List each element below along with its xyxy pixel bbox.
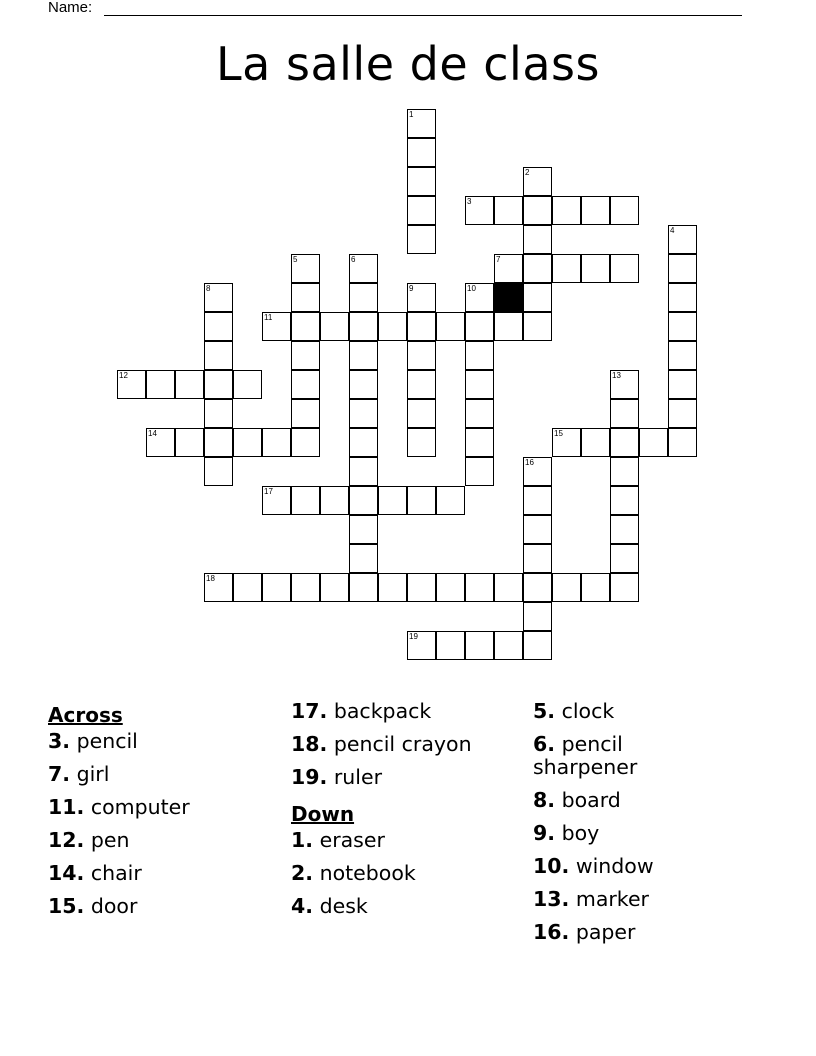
grid-cell[interactable] — [552, 428, 581, 457]
grid-cell[interactable] — [668, 341, 697, 370]
grid-cell[interactable] — [204, 399, 233, 428]
grid-cell[interactable] — [494, 573, 523, 602]
clue-item-number: 5. — [533, 699, 556, 723]
grid-cell[interactable] — [407, 370, 436, 399]
grid-cell[interactable] — [117, 370, 146, 399]
clues-column-2 — [291, 700, 531, 928]
grid-cell[interactable] — [407, 486, 436, 515]
clue-item-text: eraser — [313, 828, 385, 852]
grid-cell[interactable] — [291, 573, 320, 602]
grid-cell[interactable] — [610, 457, 639, 486]
clue-item-number: 14. — [48, 861, 85, 885]
grid-cell[interactable] — [552, 196, 581, 225]
grid-cell[interactable] — [436, 573, 465, 602]
grid-cell[interactable] — [349, 428, 378, 457]
clue-item-text: desk — [313, 894, 368, 918]
grid-cell[interactable] — [349, 457, 378, 486]
grid-cell[interactable] — [610, 428, 639, 457]
grid-cell[interactable] — [204, 283, 233, 312]
clue-item-number: 16. — [533, 920, 570, 944]
grid-cell[interactable] — [668, 399, 697, 428]
grid-cell[interactable] — [407, 341, 436, 370]
clue-item-text: window — [569, 854, 654, 878]
clue-number: 13 — [612, 371, 621, 380]
clue-item — [291, 862, 531, 885]
grid-cell[interactable] — [204, 457, 233, 486]
grid-cell[interactable] — [610, 370, 639, 399]
clue-item — [48, 829, 288, 852]
name-label: Name: — [48, 0, 93, 16]
grid-cell[interactable] — [465, 573, 494, 602]
grid-cell[interactable] — [204, 370, 233, 399]
clue-item — [533, 733, 683, 779]
clue-item-text: ruler — [327, 765, 383, 789]
grid-cell[interactable] — [204, 428, 233, 457]
clue-item-number: 19. — [291, 765, 328, 789]
grid-cell[interactable] — [291, 399, 320, 428]
clue-item-number: 18. — [291, 732, 328, 756]
grid-cell[interactable] — [407, 196, 436, 225]
clue-number: 5 — [293, 255, 298, 264]
grid-cell[interactable] — [668, 225, 697, 254]
grid-cell[interactable] — [523, 573, 552, 602]
grid-block-cell — [494, 283, 523, 312]
grid-cell[interactable] — [465, 283, 494, 312]
grid-cell[interactable] — [204, 312, 233, 341]
grid-cell[interactable] — [378, 486, 407, 515]
page-title: La salle de class — [216, 37, 600, 91]
clues-column-3 — [533, 700, 683, 954]
grid-cell[interactable] — [407, 573, 436, 602]
clue-item — [533, 855, 683, 878]
grid-cell[interactable] — [610, 486, 639, 515]
grid-cell[interactable] — [233, 573, 262, 602]
clue-item — [291, 700, 531, 723]
grid-cell[interactable] — [378, 573, 407, 602]
grid-cell[interactable] — [204, 573, 233, 602]
grid-cell[interactable] — [523, 544, 552, 573]
grid-cell[interactable] — [291, 486, 320, 515]
grid-cell[interactable] — [407, 312, 436, 341]
clue-item-text: door — [84, 894, 138, 918]
grid-cell[interactable] — [320, 312, 349, 341]
grid-cell[interactable] — [349, 515, 378, 544]
grid-cell[interactable] — [436, 312, 465, 341]
grid-cell[interactable] — [581, 196, 610, 225]
grid-cell[interactable] — [407, 399, 436, 428]
grid-cell[interactable] — [349, 486, 378, 515]
grid-cell[interactable] — [436, 486, 465, 515]
clue-item-text: board — [555, 788, 621, 812]
grid-cell[interactable] — [407, 631, 436, 660]
grid-cell[interactable] — [668, 370, 697, 399]
clue-item — [533, 789, 683, 812]
grid-cell[interactable] — [291, 312, 320, 341]
clue-number: 19 — [409, 632, 418, 641]
clue-number: 10 — [467, 284, 476, 293]
clue-item-number: 4. — [291, 894, 314, 918]
clue-item-number: 13. — [533, 887, 570, 911]
clue-item-text: pen — [84, 828, 130, 852]
grid-cell[interactable] — [668, 254, 697, 283]
grid-cell[interactable] — [146, 370, 175, 399]
grid-cell[interactable] — [465, 370, 494, 399]
grid-cell[interactable] — [610, 544, 639, 573]
grid-cell[interactable] — [465, 457, 494, 486]
grid-cell[interactable] — [668, 312, 697, 341]
clue-item — [533, 921, 683, 944]
grid-cell[interactable] — [233, 428, 262, 457]
clue-number: 18 — [206, 574, 215, 583]
grid-cell[interactable] — [175, 370, 204, 399]
clue-item — [48, 862, 288, 885]
grid-cell[interactable] — [552, 254, 581, 283]
clue-item-number: 2. — [291, 861, 314, 885]
grid-cell[interactable] — [465, 341, 494, 370]
grid-cell[interactable] — [610, 196, 639, 225]
grid-cell[interactable] — [262, 486, 291, 515]
clue-heading-down: Down — [291, 802, 355, 826]
clue-number: 17 — [264, 487, 273, 496]
grid-cell[interactable] — [349, 283, 378, 312]
grid-cell[interactable] — [407, 167, 436, 196]
clue-number: 16 — [525, 458, 534, 467]
clue-item — [533, 700, 683, 723]
grid-cell[interactable] — [291, 283, 320, 312]
clue-number: 9 — [409, 284, 414, 293]
grid-cell[interactable] — [610, 573, 639, 602]
grid-cell[interactable] — [465, 399, 494, 428]
grid-cell[interactable] — [320, 573, 349, 602]
clue-item — [48, 895, 288, 918]
grid-cell[interactable] — [523, 196, 552, 225]
grid-cell[interactable] — [320, 486, 349, 515]
clue-item — [291, 829, 531, 852]
grid-cell[interactable] — [291, 428, 320, 457]
grid-cell[interactable] — [436, 631, 465, 660]
grid-cell[interactable] — [175, 428, 204, 457]
grid-cell[interactable] — [639, 428, 668, 457]
grid-cell[interactable] — [465, 631, 494, 660]
grid-cell[interactable] — [523, 283, 552, 312]
grid-cell[interactable] — [610, 254, 639, 283]
grid-cell[interactable] — [262, 428, 291, 457]
grid-cell[interactable] — [349, 399, 378, 428]
clue-item-text: clock — [555, 699, 615, 723]
clue-item — [533, 822, 683, 845]
grid-cell[interactable] — [262, 312, 291, 341]
clue-item-number: 8. — [533, 788, 556, 812]
grid-cell[interactable] — [494, 254, 523, 283]
clue-item-number: 6. — [533, 732, 556, 756]
clue-item — [291, 766, 531, 789]
grid-cell[interactable] — [494, 196, 523, 225]
grid-cell[interactable] — [494, 631, 523, 660]
clue-item-number: 12. — [48, 828, 85, 852]
grid-cell[interactable] — [407, 109, 436, 138]
grid-cell[interactable] — [291, 341, 320, 370]
clue-item — [48, 796, 288, 819]
grid-cell[interactable] — [349, 370, 378, 399]
clue-number: 12 — [119, 371, 128, 380]
grid-cell[interactable] — [349, 573, 378, 602]
clue-item-text: girl — [70, 762, 110, 786]
grid-cell[interactable] — [581, 254, 610, 283]
grid-cell[interactable] — [668, 428, 697, 457]
clue-number: 1 — [409, 110, 414, 119]
grid-cell[interactable] — [523, 167, 552, 196]
clue-item-number: 7. — [48, 762, 71, 786]
clue-item-text: notebook — [313, 861, 416, 885]
grid-cell[interactable] — [523, 225, 552, 254]
grid-cell[interactable] — [291, 254, 320, 283]
grid-cell[interactable] — [146, 428, 175, 457]
clue-item-text: computer — [84, 795, 190, 819]
clue-number: 7 — [496, 255, 501, 264]
clue-number: 15 — [554, 429, 563, 438]
clue-heading-across: Across — [48, 703, 123, 727]
clue-number: 8 — [206, 284, 211, 293]
grid-cell[interactable] — [407, 138, 436, 167]
grid-cell[interactable] — [349, 312, 378, 341]
clue-number: 2 — [525, 168, 530, 177]
grid-cell[interactable] — [610, 399, 639, 428]
clue-item — [533, 888, 683, 911]
clue-item-number: 15. — [48, 894, 85, 918]
grid-cell[interactable] — [465, 312, 494, 341]
grid-cell[interactable] — [610, 515, 639, 544]
clues-column-1 — [48, 700, 288, 928]
grid-cell[interactable] — [349, 341, 378, 370]
grid-cell[interactable] — [407, 283, 436, 312]
clue-item-text: backpack — [327, 699, 432, 723]
clue-item — [291, 733, 531, 756]
clue-number: 11 — [264, 313, 273, 322]
clue-item-text: marker — [569, 887, 649, 911]
grid-cell[interactable] — [523, 602, 552, 631]
clue-item — [48, 730, 288, 753]
grid-cell[interactable] — [407, 428, 436, 457]
clue-number: 4 — [670, 226, 675, 235]
clue-item-number: 9. — [533, 821, 556, 845]
grid-cell[interactable] — [523, 312, 552, 341]
grid-cell[interactable] — [378, 312, 407, 341]
grid-cell[interactable] — [407, 225, 436, 254]
grid-cell[interactable] — [523, 631, 552, 660]
grid-cell[interactable] — [523, 457, 552, 486]
grid-cell[interactable] — [523, 515, 552, 544]
clue-item-text: paper — [569, 920, 636, 944]
clue-item — [48, 763, 288, 786]
grid-cell[interactable] — [233, 370, 262, 399]
clue-item-number: 10. — [533, 854, 570, 878]
clue-item-number: 1. — [291, 828, 314, 852]
grid-cell[interactable] — [349, 254, 378, 283]
grid-cell[interactable] — [552, 573, 581, 602]
grid-cell[interactable] — [262, 573, 291, 602]
clue-number: 14 — [148, 429, 157, 438]
grid-cell[interactable] — [523, 254, 552, 283]
clue-item-text: pencil sharpener — [533, 732, 638, 779]
clue-item-number: 11. — [48, 795, 85, 819]
grid-cell[interactable] — [668, 283, 697, 312]
grid-cell[interactable] — [465, 428, 494, 457]
grid-cell[interactable] — [291, 370, 320, 399]
grid-cell[interactable] — [581, 428, 610, 457]
clue-item-text: boy — [555, 821, 600, 845]
grid-cell[interactable] — [494, 312, 523, 341]
clue-item-number: 3. — [48, 729, 71, 753]
grid-cell[interactable] — [581, 573, 610, 602]
grid-cell[interactable] — [523, 486, 552, 515]
clue-item — [291, 895, 531, 918]
clue-item-text: pencil crayon — [327, 732, 472, 756]
clue-item-text: chair — [84, 861, 142, 885]
clue-number: 6 — [351, 255, 356, 264]
clue-number: 3 — [467, 197, 472, 206]
clue-item-number: 17. — [291, 699, 328, 723]
grid-cell[interactable] — [349, 544, 378, 573]
clue-item-text: pencil — [70, 729, 138, 753]
grid-cell[interactable] — [204, 341, 233, 370]
grid-cell[interactable] — [465, 196, 494, 225]
